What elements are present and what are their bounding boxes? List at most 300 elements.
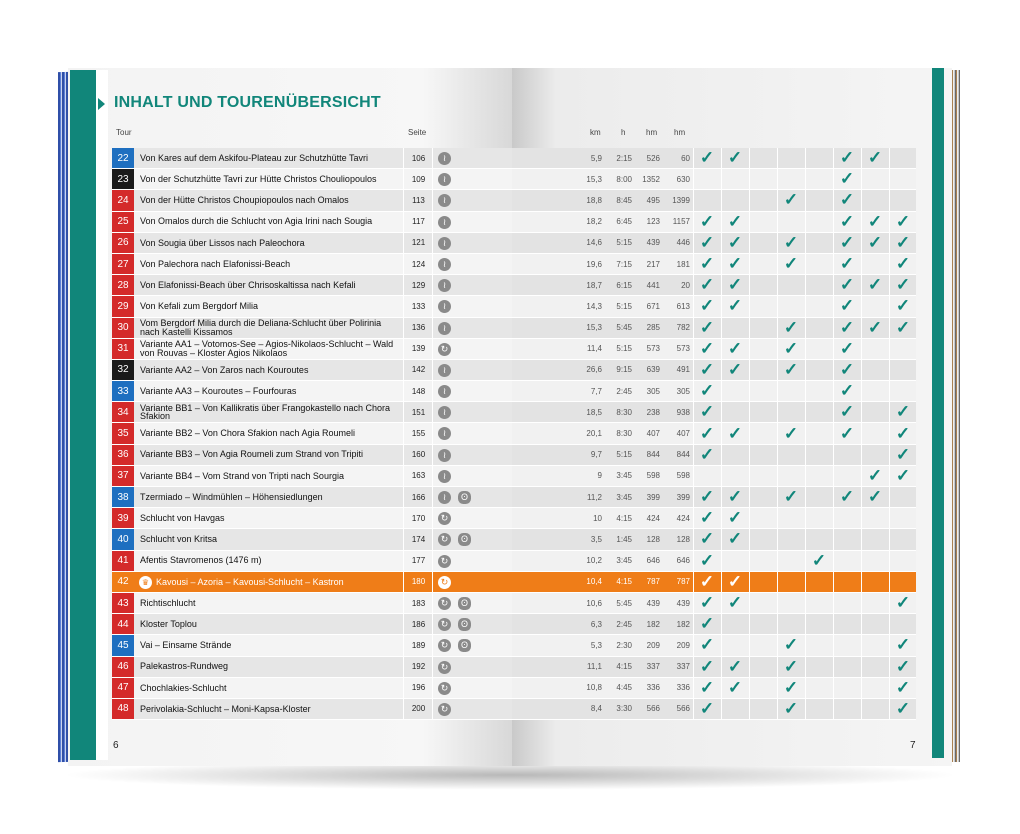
table-row[interactable] bbox=[512, 212, 916, 233]
tour-number: 46 bbox=[112, 657, 134, 677]
tour-name[interactable] bbox=[140, 635, 404, 655]
table-row[interactable] bbox=[512, 296, 916, 317]
tour-name[interactable] bbox=[140, 657, 404, 677]
table-row[interactable] bbox=[512, 190, 916, 211]
check-icon: ✓ bbox=[721, 423, 748, 443]
check-icon: ✓ bbox=[721, 254, 748, 274]
empty-cell bbox=[749, 275, 776, 295]
empty-cell bbox=[861, 635, 888, 655]
table-row[interactable] bbox=[512, 254, 916, 275]
tour-name[interactable] bbox=[140, 212, 404, 232]
gorge-icon: ≀ bbox=[438, 364, 451, 377]
tour-ascent: 217 bbox=[646, 259, 660, 269]
tour-distance: 18,8 bbox=[586, 195, 602, 205]
table-row[interactable] bbox=[112, 551, 514, 572]
table-row[interactable] bbox=[112, 148, 514, 169]
tour-page: 129 bbox=[405, 275, 433, 295]
empty-cell bbox=[805, 296, 832, 316]
tour-name-text: Von der Hütte Christos Choupiopoulos nach Omalos bbox=[140, 195, 349, 206]
tour-name-text: Variante BB2 – Von Chora Sfakion nach Agia Roumeli bbox=[140, 428, 355, 439]
check-icon: ✓ bbox=[721, 148, 748, 168]
table-row[interactable] bbox=[112, 423, 514, 444]
kids-icon: ʘ bbox=[458, 597, 471, 610]
tour-page: 139 bbox=[405, 339, 433, 359]
tour-ascent: 844 bbox=[646, 450, 660, 460]
tour-name[interactable] bbox=[140, 699, 404, 719]
empty-cell bbox=[833, 678, 860, 698]
empty-cell bbox=[805, 466, 832, 486]
tour-duration: 8:00 bbox=[616, 174, 632, 184]
check-icon: ✓ bbox=[861, 275, 888, 295]
tour-duration: 5:15 bbox=[616, 450, 632, 460]
check-icon: ✓ bbox=[693, 635, 720, 655]
table-row[interactable] bbox=[112, 445, 514, 466]
page-number-left: 6 bbox=[113, 740, 119, 751]
tour-distance: 5,3 bbox=[590, 640, 602, 650]
tour-distance: 9 bbox=[597, 471, 602, 481]
table-row[interactable] bbox=[512, 529, 916, 550]
empty-cell bbox=[749, 699, 776, 719]
empty-cell bbox=[889, 169, 916, 189]
tour-name[interactable] bbox=[140, 318, 404, 338]
tour-number: 39 bbox=[112, 508, 134, 528]
tour-name[interactable] bbox=[140, 169, 404, 189]
check-icon: ✓ bbox=[693, 233, 720, 253]
empty-cell bbox=[805, 254, 832, 274]
empty-cell bbox=[805, 360, 832, 380]
tour-distance: 18,2 bbox=[586, 217, 602, 227]
check-icon: ✓ bbox=[861, 487, 888, 507]
tour-distance: 14,3 bbox=[586, 301, 602, 311]
check-icon: ✓ bbox=[889, 212, 916, 232]
check-icon: ✓ bbox=[777, 254, 804, 274]
table-row[interactable] bbox=[512, 508, 916, 529]
empty-cell bbox=[721, 381, 748, 401]
check-icon: ✓ bbox=[889, 233, 916, 253]
table-row[interactable] bbox=[512, 339, 916, 360]
check-icon: ✓ bbox=[889, 275, 916, 295]
tour-number: 23 bbox=[112, 169, 134, 189]
tour-descent: 630 bbox=[676, 174, 690, 184]
tour-descent: 844 bbox=[676, 450, 690, 460]
tour-distance: 18,5 bbox=[586, 407, 602, 417]
empty-cell bbox=[721, 318, 748, 338]
tour-ascent: 526 bbox=[646, 153, 660, 163]
tour-distance: 15,3 bbox=[586, 323, 602, 333]
tour-ascent: 598 bbox=[646, 471, 660, 481]
tour-ascent: 646 bbox=[646, 556, 660, 566]
gorge-icon: ≀ bbox=[438, 449, 451, 462]
tour-distance: 11,2 bbox=[587, 492, 602, 502]
empty-cell bbox=[805, 233, 832, 253]
tour-name[interactable] bbox=[140, 445, 404, 465]
empty-cell bbox=[749, 148, 776, 168]
tour-descent: 128 bbox=[676, 534, 690, 544]
tour-page: 113 bbox=[405, 190, 433, 210]
table-row[interactable] bbox=[112, 657, 514, 678]
tour-name[interactable] bbox=[140, 148, 404, 168]
check-icon: ✓ bbox=[805, 551, 832, 571]
table-row[interactable] bbox=[112, 572, 514, 593]
tour-distance: 11,1 bbox=[587, 662, 602, 672]
tour-page: 183 bbox=[405, 593, 433, 613]
empty-cell bbox=[749, 169, 776, 189]
empty-cell bbox=[749, 318, 776, 338]
tour-number: 45 bbox=[112, 635, 134, 655]
gorge-icon: ≀ bbox=[438, 491, 451, 504]
round-trip-icon: ↻ bbox=[438, 533, 451, 546]
table-row[interactable] bbox=[512, 487, 916, 508]
round-trip-icon: ↻ bbox=[438, 661, 451, 674]
tour-ascent: 439 bbox=[646, 238, 660, 248]
empty-cell bbox=[889, 529, 916, 549]
table-row[interactable] bbox=[112, 190, 514, 211]
header-hm-down: hm bbox=[674, 128, 686, 137]
table-row[interactable] bbox=[112, 678, 514, 699]
table-row[interactable] bbox=[112, 296, 514, 317]
tour-number: 38 bbox=[112, 487, 134, 507]
empty-cell bbox=[805, 339, 832, 359]
right-accent-bar bbox=[932, 68, 944, 758]
check-icon: ✓ bbox=[693, 275, 720, 295]
tour-page: 174 bbox=[405, 529, 433, 549]
tour-name-text: Richtischlucht bbox=[140, 597, 196, 608]
empty-cell bbox=[805, 190, 832, 210]
empty-cell bbox=[833, 551, 860, 571]
table-row[interactable] bbox=[512, 318, 916, 339]
tour-page: 170 bbox=[405, 508, 433, 528]
empty-cell bbox=[805, 657, 832, 677]
tour-duration: 1:45 bbox=[616, 534, 632, 544]
check-icon: ✓ bbox=[889, 254, 916, 274]
table-row[interactable] bbox=[112, 402, 514, 423]
empty-cell bbox=[861, 699, 888, 719]
empty-cell bbox=[777, 296, 804, 316]
table-row[interactable] bbox=[512, 466, 916, 487]
tour-descent: 646 bbox=[676, 556, 690, 566]
empty-cell bbox=[749, 657, 776, 677]
tour-duration: 6:15 bbox=[616, 280, 632, 290]
table-row[interactable] bbox=[112, 212, 514, 233]
table-row[interactable] bbox=[512, 572, 916, 593]
check-icon: ✓ bbox=[889, 296, 916, 316]
table-row[interactable] bbox=[512, 275, 916, 296]
check-icon: ✓ bbox=[777, 635, 804, 655]
tour-duration: 6:45 bbox=[616, 217, 632, 227]
tour-duration: 3:45 bbox=[616, 492, 632, 502]
tour-name[interactable] bbox=[140, 614, 404, 634]
table-row[interactable] bbox=[112, 275, 514, 296]
empty-cell bbox=[777, 212, 804, 232]
tour-descent: 337 bbox=[676, 662, 690, 672]
tour-name[interactable] bbox=[140, 339, 404, 359]
table-row[interactable] bbox=[112, 508, 514, 529]
tour-page: 117 bbox=[405, 212, 433, 232]
check-icon: ✓ bbox=[693, 402, 720, 422]
tour-name-text: Von der Schutzhütte Tavri zur Hütte Christos Chouliopoulos bbox=[140, 174, 377, 185]
empty-cell bbox=[805, 381, 832, 401]
table-row[interactable] bbox=[512, 423, 916, 444]
empty-cell bbox=[777, 593, 804, 613]
table-row[interactable] bbox=[512, 148, 916, 169]
check-icon: ✓ bbox=[721, 339, 748, 359]
check-icon: ✓ bbox=[693, 423, 720, 443]
table-row[interactable] bbox=[112, 360, 514, 381]
tour-number: 42 bbox=[112, 572, 134, 592]
check-icon: ✓ bbox=[889, 445, 916, 465]
tour-name-text: Vom Bergdorf Milia durch die Deliana-Schlucht über Polirinia nach Kastelli Kissamos bbox=[140, 318, 382, 337]
empty-cell bbox=[861, 572, 888, 592]
check-icon: ✓ bbox=[721, 275, 748, 295]
tour-number: 48 bbox=[112, 699, 134, 719]
tour-number: 36 bbox=[112, 445, 134, 465]
empty-cell bbox=[805, 445, 832, 465]
check-icon: ✓ bbox=[833, 423, 860, 443]
tour-duration: 2:15 bbox=[616, 153, 632, 163]
table-row[interactable] bbox=[512, 657, 916, 678]
empty-cell bbox=[861, 190, 888, 210]
tour-name[interactable] bbox=[140, 190, 404, 210]
check-icon: ✓ bbox=[693, 318, 720, 338]
check-icon: ✓ bbox=[693, 381, 720, 401]
tour-number: 34 bbox=[112, 402, 134, 422]
empty-cell bbox=[721, 551, 748, 571]
check-icon: ✓ bbox=[693, 657, 720, 677]
tour-page: 166 bbox=[405, 487, 433, 507]
tour-name[interactable] bbox=[140, 572, 404, 592]
tour-name-text: Von Omalos durch die Schlucht von Agia Irini nach Sougia bbox=[140, 216, 373, 227]
tour-duration: 5:45 bbox=[616, 323, 632, 333]
tour-number: 29 bbox=[112, 296, 134, 316]
table-row[interactable] bbox=[512, 402, 916, 423]
tour-name[interactable] bbox=[140, 551, 404, 571]
table-row[interactable] bbox=[512, 678, 916, 699]
tour-number: 25 bbox=[112, 212, 134, 232]
tour-number: 30 bbox=[112, 318, 134, 338]
tour-ascent: 182 bbox=[646, 619, 660, 629]
tour-descent: 787 bbox=[676, 577, 690, 587]
check-icon: ✓ bbox=[693, 699, 720, 719]
empty-cell bbox=[749, 233, 776, 253]
check-icon: ✓ bbox=[721, 657, 748, 677]
table-row[interactable] bbox=[512, 169, 916, 190]
table-row[interactable] bbox=[512, 614, 916, 635]
tour-number: 47 bbox=[112, 678, 134, 698]
empty-cell bbox=[777, 445, 804, 465]
check-icon: ✓ bbox=[833, 169, 860, 189]
tour-name[interactable] bbox=[140, 423, 404, 443]
tour-name[interactable] bbox=[140, 275, 404, 295]
empty-cell bbox=[805, 529, 832, 549]
tour-duration: 4:15 bbox=[616, 577, 632, 587]
tour-number: 22 bbox=[112, 148, 134, 168]
tour-name[interactable] bbox=[140, 487, 404, 507]
tour-name-text: Von Elafonissi-Beach über Chrisoskaltissa nach Kefali bbox=[140, 279, 356, 290]
tour-page: 200 bbox=[405, 699, 433, 719]
tour-duration: 9:15 bbox=[616, 365, 632, 375]
tour-name-text: Variante BB4 – Vom Strand von Tripti nach Sourgia bbox=[140, 470, 344, 481]
tour-name[interactable] bbox=[140, 678, 404, 698]
table-row[interactable] bbox=[512, 381, 916, 402]
tour-number: 32 bbox=[112, 360, 134, 380]
tour-name-text: Variante BB1 – Von Kallikratis über Frangokastello nach Chora Sfakion bbox=[140, 402, 390, 422]
tour-distance: 26,6 bbox=[586, 365, 602, 375]
empty-cell bbox=[777, 529, 804, 549]
gorge-icon: ≀ bbox=[438, 152, 451, 165]
table-row[interactable] bbox=[112, 614, 514, 635]
tour-ascent: 238 bbox=[646, 407, 660, 417]
empty-cell bbox=[833, 657, 860, 677]
empty-cell bbox=[749, 508, 776, 528]
round-trip-icon: ↻ bbox=[438, 343, 451, 356]
check-icon: ✓ bbox=[833, 360, 860, 380]
empty-cell bbox=[777, 275, 804, 295]
check-icon: ✓ bbox=[833, 296, 860, 316]
empty-cell bbox=[833, 699, 860, 719]
tour-name[interactable] bbox=[140, 381, 404, 401]
table-row[interactable] bbox=[112, 318, 514, 339]
table-row[interactable] bbox=[512, 445, 916, 466]
tour-name[interactable] bbox=[140, 233, 404, 253]
empty-cell bbox=[889, 572, 916, 592]
header-km: km bbox=[590, 128, 601, 137]
table-row[interactable] bbox=[512, 699, 916, 720]
table-row[interactable] bbox=[112, 381, 514, 402]
check-icon: ✓ bbox=[861, 233, 888, 253]
table-row[interactable] bbox=[512, 551, 916, 572]
check-icon: ✓ bbox=[833, 487, 860, 507]
tour-duration: 4:45 bbox=[616, 683, 632, 693]
tour-distance: 10 bbox=[593, 513, 602, 523]
tour-number: 35 bbox=[112, 423, 134, 443]
header-tour: Tour bbox=[116, 128, 132, 137]
tour-distance: 18,7 bbox=[586, 280, 602, 290]
round-trip-icon: ↻ bbox=[438, 618, 451, 631]
check-icon: ✓ bbox=[889, 466, 916, 486]
empty-cell bbox=[721, 402, 748, 422]
tour-number: 28 bbox=[112, 275, 134, 295]
table-row[interactable] bbox=[112, 169, 514, 190]
empty-cell bbox=[777, 466, 804, 486]
tour-descent: 573 bbox=[676, 344, 690, 354]
empty-cell bbox=[889, 551, 916, 571]
empty-cell bbox=[833, 572, 860, 592]
title-arrow-icon bbox=[98, 98, 105, 110]
table-row[interactable] bbox=[112, 529, 514, 550]
table-row[interactable] bbox=[112, 466, 514, 487]
tour-name[interactable] bbox=[140, 360, 404, 380]
tour-ascent: 399 bbox=[646, 492, 660, 502]
table-row[interactable] bbox=[512, 593, 916, 614]
empty-cell bbox=[749, 635, 776, 655]
tour-page: 180 bbox=[405, 572, 433, 592]
table-row[interactable] bbox=[112, 233, 514, 254]
check-icon: ✓ bbox=[889, 423, 916, 443]
check-icon: ✓ bbox=[721, 593, 748, 613]
tour-name[interactable] bbox=[140, 402, 404, 422]
table-row[interactable] bbox=[112, 339, 514, 360]
tour-page: 186 bbox=[405, 614, 433, 634]
tour-ascent: 424 bbox=[646, 513, 660, 523]
empty-cell bbox=[777, 572, 804, 592]
empty-cell bbox=[721, 445, 748, 465]
empty-cell bbox=[749, 360, 776, 380]
table-row[interactable] bbox=[112, 635, 514, 656]
empty-cell bbox=[861, 657, 888, 677]
empty-cell bbox=[889, 487, 916, 507]
tour-ascent: 495 bbox=[646, 195, 660, 205]
check-icon: ✓ bbox=[721, 529, 748, 549]
tour-page: 163 bbox=[405, 466, 433, 486]
tour-name[interactable] bbox=[140, 466, 404, 486]
tour-descent: 305 bbox=[676, 386, 690, 396]
empty-cell bbox=[805, 275, 832, 295]
tour-distance: 20,1 bbox=[586, 429, 602, 439]
round-trip-icon: ↻ bbox=[438, 555, 451, 568]
empty-cell bbox=[721, 190, 748, 210]
table-row[interactable] bbox=[112, 254, 514, 275]
table-row[interactable] bbox=[112, 699, 514, 720]
tour-name[interactable] bbox=[140, 508, 404, 528]
tour-ascent: 128 bbox=[646, 534, 660, 544]
tour-name[interactable] bbox=[140, 296, 404, 316]
empty-cell bbox=[889, 339, 916, 359]
table-row[interactable] bbox=[112, 487, 514, 508]
empty-cell bbox=[833, 466, 860, 486]
tour-distance: 19,6 bbox=[586, 259, 602, 269]
empty-cell bbox=[693, 169, 720, 189]
left-margin-strip bbox=[96, 70, 108, 760]
tour-descent: 439 bbox=[676, 598, 690, 608]
tour-ascent: 123 bbox=[646, 217, 660, 227]
check-icon: ✓ bbox=[693, 445, 720, 465]
tour-name[interactable] bbox=[140, 593, 404, 613]
empty-cell bbox=[777, 551, 804, 571]
check-icon: ✓ bbox=[721, 487, 748, 507]
tour-ascent: 285 bbox=[646, 323, 660, 333]
tour-name[interactable] bbox=[140, 529, 404, 549]
check-icon: ✓ bbox=[889, 402, 916, 422]
table-row[interactable] bbox=[512, 635, 916, 656]
empty-cell bbox=[749, 381, 776, 401]
check-icon: ✓ bbox=[777, 657, 804, 677]
check-icon: ✓ bbox=[889, 699, 916, 719]
tour-name[interactable] bbox=[140, 254, 404, 274]
empty-cell bbox=[721, 466, 748, 486]
check-icon: ✓ bbox=[833, 381, 860, 401]
tour-number: 27 bbox=[112, 254, 134, 274]
check-icon: ✓ bbox=[833, 339, 860, 359]
tour-page: 177 bbox=[405, 551, 433, 571]
tour-ascent: 1352 bbox=[642, 174, 660, 184]
tour-name-text: Variante AA3 – Kouroutes – Fourfouras bbox=[140, 385, 297, 396]
left-accent-bar bbox=[70, 70, 96, 760]
check-icon: ✓ bbox=[777, 233, 804, 253]
table-row[interactable] bbox=[512, 233, 916, 254]
tour-descent: 598 bbox=[676, 471, 690, 481]
empty-cell bbox=[861, 551, 888, 571]
tour-name-text: Variante BB3 – Von Agia Roumeli zum Strand von Tripiti bbox=[140, 449, 363, 460]
tour-ascent: 639 bbox=[646, 365, 660, 375]
empty-cell bbox=[805, 402, 832, 422]
empty-cell bbox=[833, 508, 860, 528]
tour-distance: 6,3 bbox=[590, 619, 602, 629]
tour-duration: 7:15 bbox=[616, 259, 632, 269]
table-row[interactable] bbox=[512, 360, 916, 381]
tour-page: 155 bbox=[405, 423, 433, 443]
tour-distance: 10,4 bbox=[586, 577, 602, 587]
table-row[interactable] bbox=[112, 593, 514, 614]
